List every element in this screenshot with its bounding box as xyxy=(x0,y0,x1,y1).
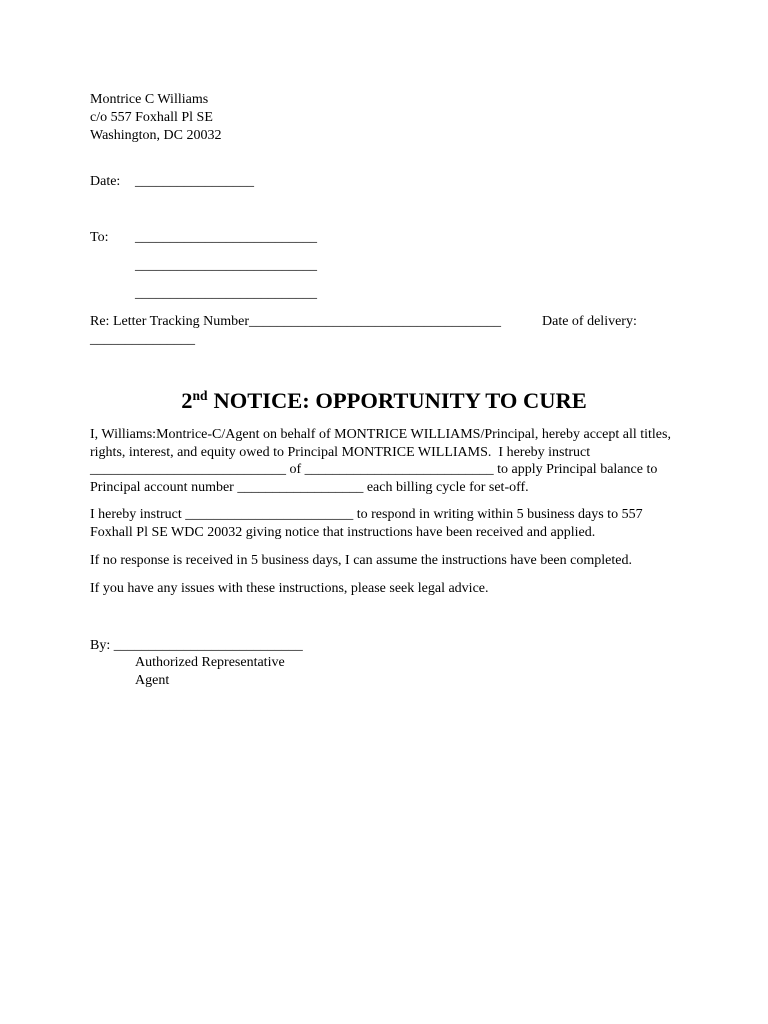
paragraph1-line2: rights, interest, and equity owed to Principal MONTRICE WILLIAMS. I hereby instruct xyxy=(90,445,591,460)
paragraph2-line2: Foxhall Pl SE WDC 20032 giving notice that instructions have been received and applied. xyxy=(90,525,596,540)
date-blank: _________________ xyxy=(135,174,254,189)
paragraph1-line4: Principal account number __________________ each billing cycle for set-off. xyxy=(90,480,529,495)
recipient-label: To: xyxy=(90,230,109,245)
paragraph1-line3: ____________________________ of ___________________________ to apply Principal balance to xyxy=(90,462,658,477)
title-ordinal: 2 xyxy=(181,388,193,413)
delivery-date-blank: _______________ xyxy=(90,332,195,347)
signature-title-line2: Agent xyxy=(135,673,170,688)
signature-by-line: By: ___________________________ xyxy=(90,638,303,653)
title-text: NOTICE: OPPORTUNITY TO CURE xyxy=(213,388,587,413)
sender-name: Montrice C Williams xyxy=(90,92,209,107)
sender-address-line2: Washington, DC 20032 xyxy=(90,128,222,143)
recipient-blank-2: __________________________ xyxy=(135,258,317,273)
paragraph3: If no response is received in 5 business days, I can assume the instructions have been completed. xyxy=(90,553,632,568)
paragraph4: If you have any issues with these instructions, please seek legal advice. xyxy=(90,581,489,596)
title-ordinal-suffix: nd xyxy=(192,387,208,403)
sender-address-line1: c/o 557 Foxhall Pl SE xyxy=(90,110,213,125)
paragraph1-line1: I, Williams:Montrice-C/Agent on behalf of MONTRICE WILLIAMS/Principal, hereby accept all titles, xyxy=(90,427,671,442)
paragraph2-line1: I hereby instruct ________________________ to respond in writing within 5 business days to 557 xyxy=(90,507,643,522)
delivery-date-label: Date of delivery: xyxy=(542,314,637,329)
notice-title xyxy=(0,386,768,416)
date-label: Date: xyxy=(90,174,121,189)
signature-title-line1: Authorized Representative xyxy=(135,655,285,670)
tracking-number-line: Re: Letter Tracking Number____________________________________ xyxy=(90,314,502,329)
recipient-blank-1: __________________________ xyxy=(135,230,317,245)
recipient-blank-3: __________________________ xyxy=(135,286,317,301)
